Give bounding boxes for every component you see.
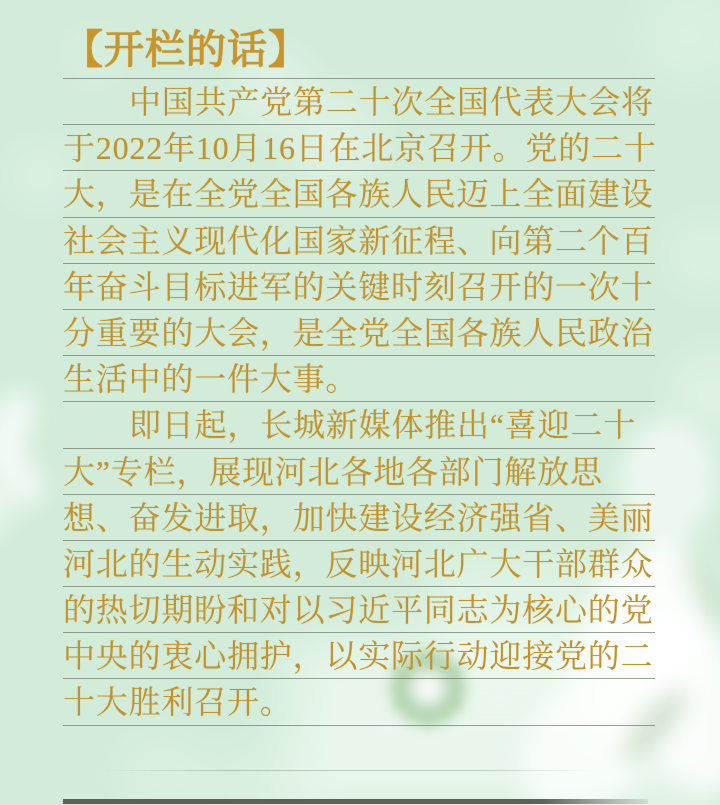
text-line: 年奋斗目标进军的关键时刻召开的一次十 <box>63 264 655 310</box>
text-line: 十大胜利召开。 <box>63 679 655 725</box>
text-line: 河北的生动实践，反映河北广大干部群众 <box>63 541 655 587</box>
section-header <box>63 25 655 79</box>
text-line: 中央的衷心拥护，以实际行动迎接党的二 <box>63 633 655 679</box>
text-line: 的热切期盼和对以习近平同志为核心的党 <box>63 587 655 633</box>
text-line: 生活中的一件大事。 <box>63 356 655 402</box>
text-line: 大，是在全党全国各族人民迈上全面建设 <box>63 171 655 217</box>
page-title: 【开栏的话】 <box>63 27 309 72</box>
text-line: 于2022年10月16日在北京召开。党的二十 <box>63 125 655 171</box>
text-line: 即日起，长城新媒体推出“喜迎二十 <box>63 402 655 448</box>
text-line: 社会主义现代化国家新征程、向第二个百 <box>63 218 655 264</box>
empty-ruled-line <box>63 726 655 771</box>
text-line: 想、奋发进取，加快建设经济强省、美丽 <box>63 495 655 541</box>
text-line: 分重要的大会，是全党全国各族人民政治 <box>63 310 655 356</box>
text-line: 大”专栏，展现河北各地各部门解放思 <box>63 449 655 495</box>
text-panel <box>63 25 655 771</box>
text-line: 中国共产党第二十次全国代表大会将 <box>63 79 655 125</box>
bottom-edge-divider <box>63 799 648 804</box>
